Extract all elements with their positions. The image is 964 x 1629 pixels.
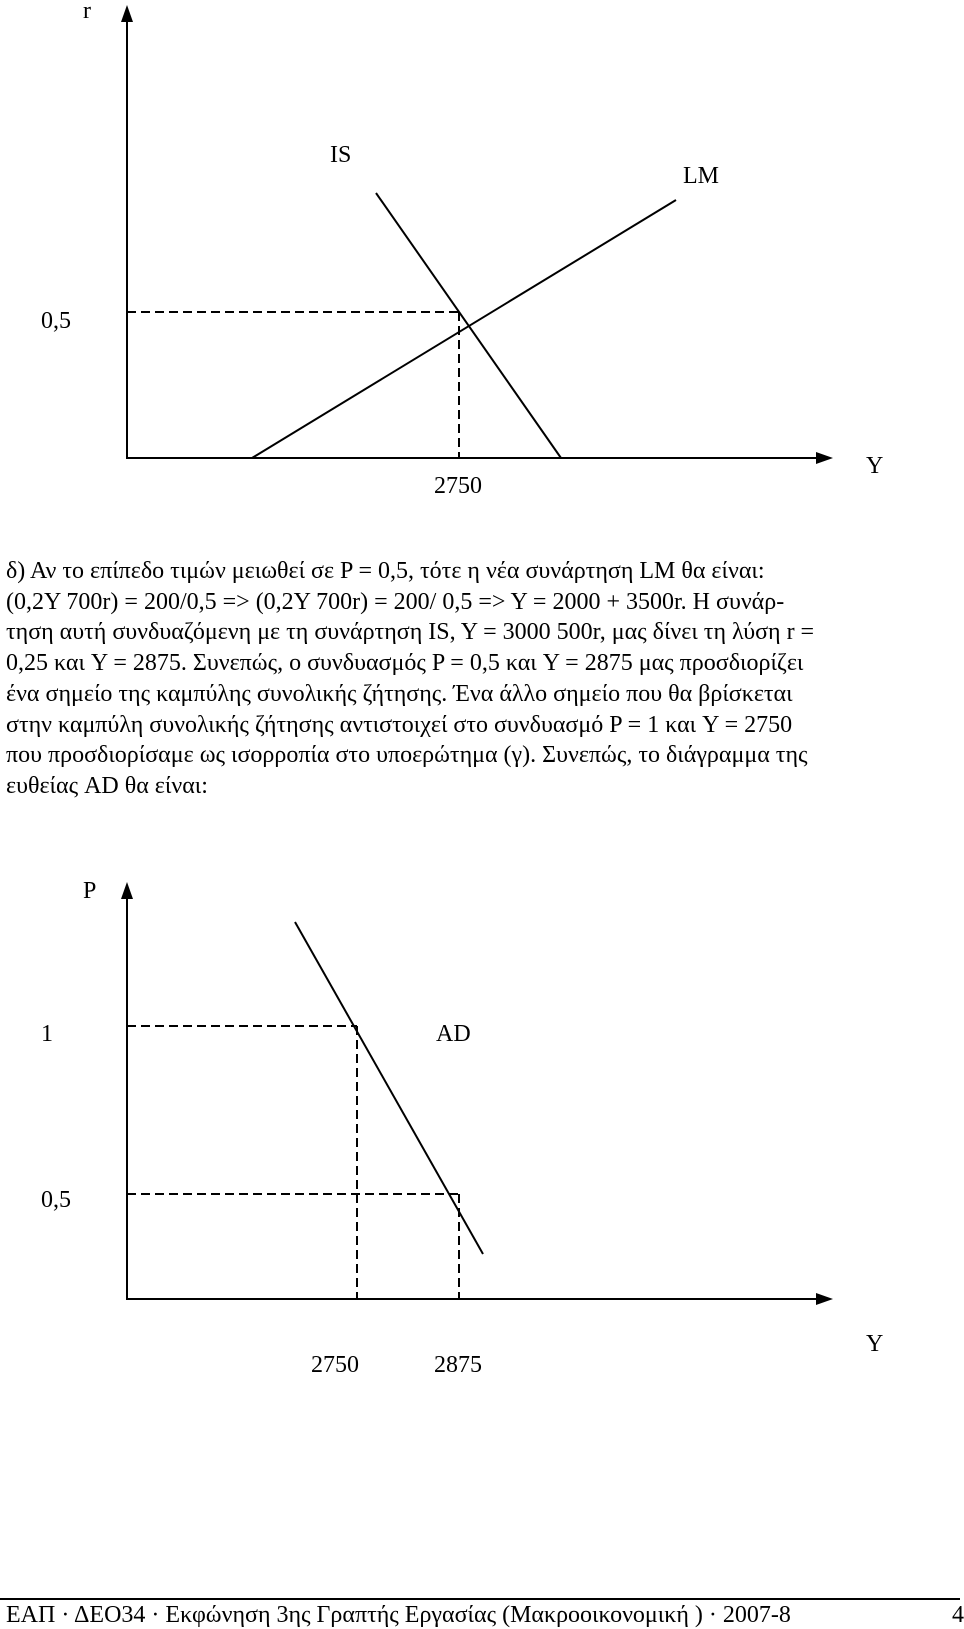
paragraph-line: ένα σημείο της καμπύλης συνολικής ζήτησης. Ένα άλλο σημείο που θα βρίσκεται [6, 680, 793, 707]
ad-y-axis-label: Y [866, 1331, 884, 1357]
y-high-label: 2875 [434, 1352, 482, 1378]
paragraph-line: ευθείας AD θα είναι: [6, 772, 208, 799]
p-axis-arrow-icon [121, 882, 133, 899]
y-low-label: 2750 [311, 1352, 359, 1378]
paragraph-line: που προσδιορίσαμε ως ισορροπία στο υποερώτημα (γ). Συνεπώς, το διάγραμμα της [6, 742, 808, 769]
paragraph-line: τηση αυτή συνδυαζόμενη με τη συνάρτηση IS, Y = 3000 500r, μας δίνει τη λύση r = [6, 619, 815, 646]
page-number: 4 [952, 1602, 964, 1628]
ad-curve [295, 922, 483, 1254]
footer-text: ΕΑΠ · ΔΕΟ34 · Εκφώνηση 3ης Γραπτής Εργασίας (Μακροοικονομική ) · 2007-8 [6, 1602, 791, 1628]
paragraph-line: (0,2Y 700r) = 200/0,5 => (0,2Y 700r) = 200/ 0,5 => Y = 2000 + 3500r. Η συνάρ- [6, 588, 785, 615]
is-label: IS [330, 142, 352, 168]
y-value-label: 2750 [434, 473, 482, 499]
paragraph-line: δ) Αν το επίπεδο τιμών μειωθεί σε P = 0,5, τότε η νέα συνάρτηση LM θα είναι: [6, 558, 765, 584]
page-footer [6, 1601, 964, 1629]
p-low-label: 0,5 [41, 1187, 71, 1213]
p-high-label: 1 [41, 1021, 53, 1047]
ad-label: AD [436, 1021, 471, 1047]
paragraph-line: 0,25 και Y = 2875. Συνεπώς, ο συνδυασμός P = 0,5 και Y = 2875 μας προσδιορίζει [6, 650, 804, 677]
r-axis-label: r [83, 0, 91, 24]
paragraph-line: στην καμπύλη συνολικής ζήτησης αντιστοιχεί στο συνδυασμό P = 1 και Y = 2750 [6, 711, 793, 738]
lm-label: LM [683, 163, 719, 189]
footer-divider [0, 1598, 960, 1600]
ad-y-axis-arrow-icon [816, 1293, 833, 1305]
p-axis-label: P [83, 878, 97, 904]
r-value-label: 0,5 [41, 308, 71, 334]
y-axis-label: Y [866, 453, 884, 479]
